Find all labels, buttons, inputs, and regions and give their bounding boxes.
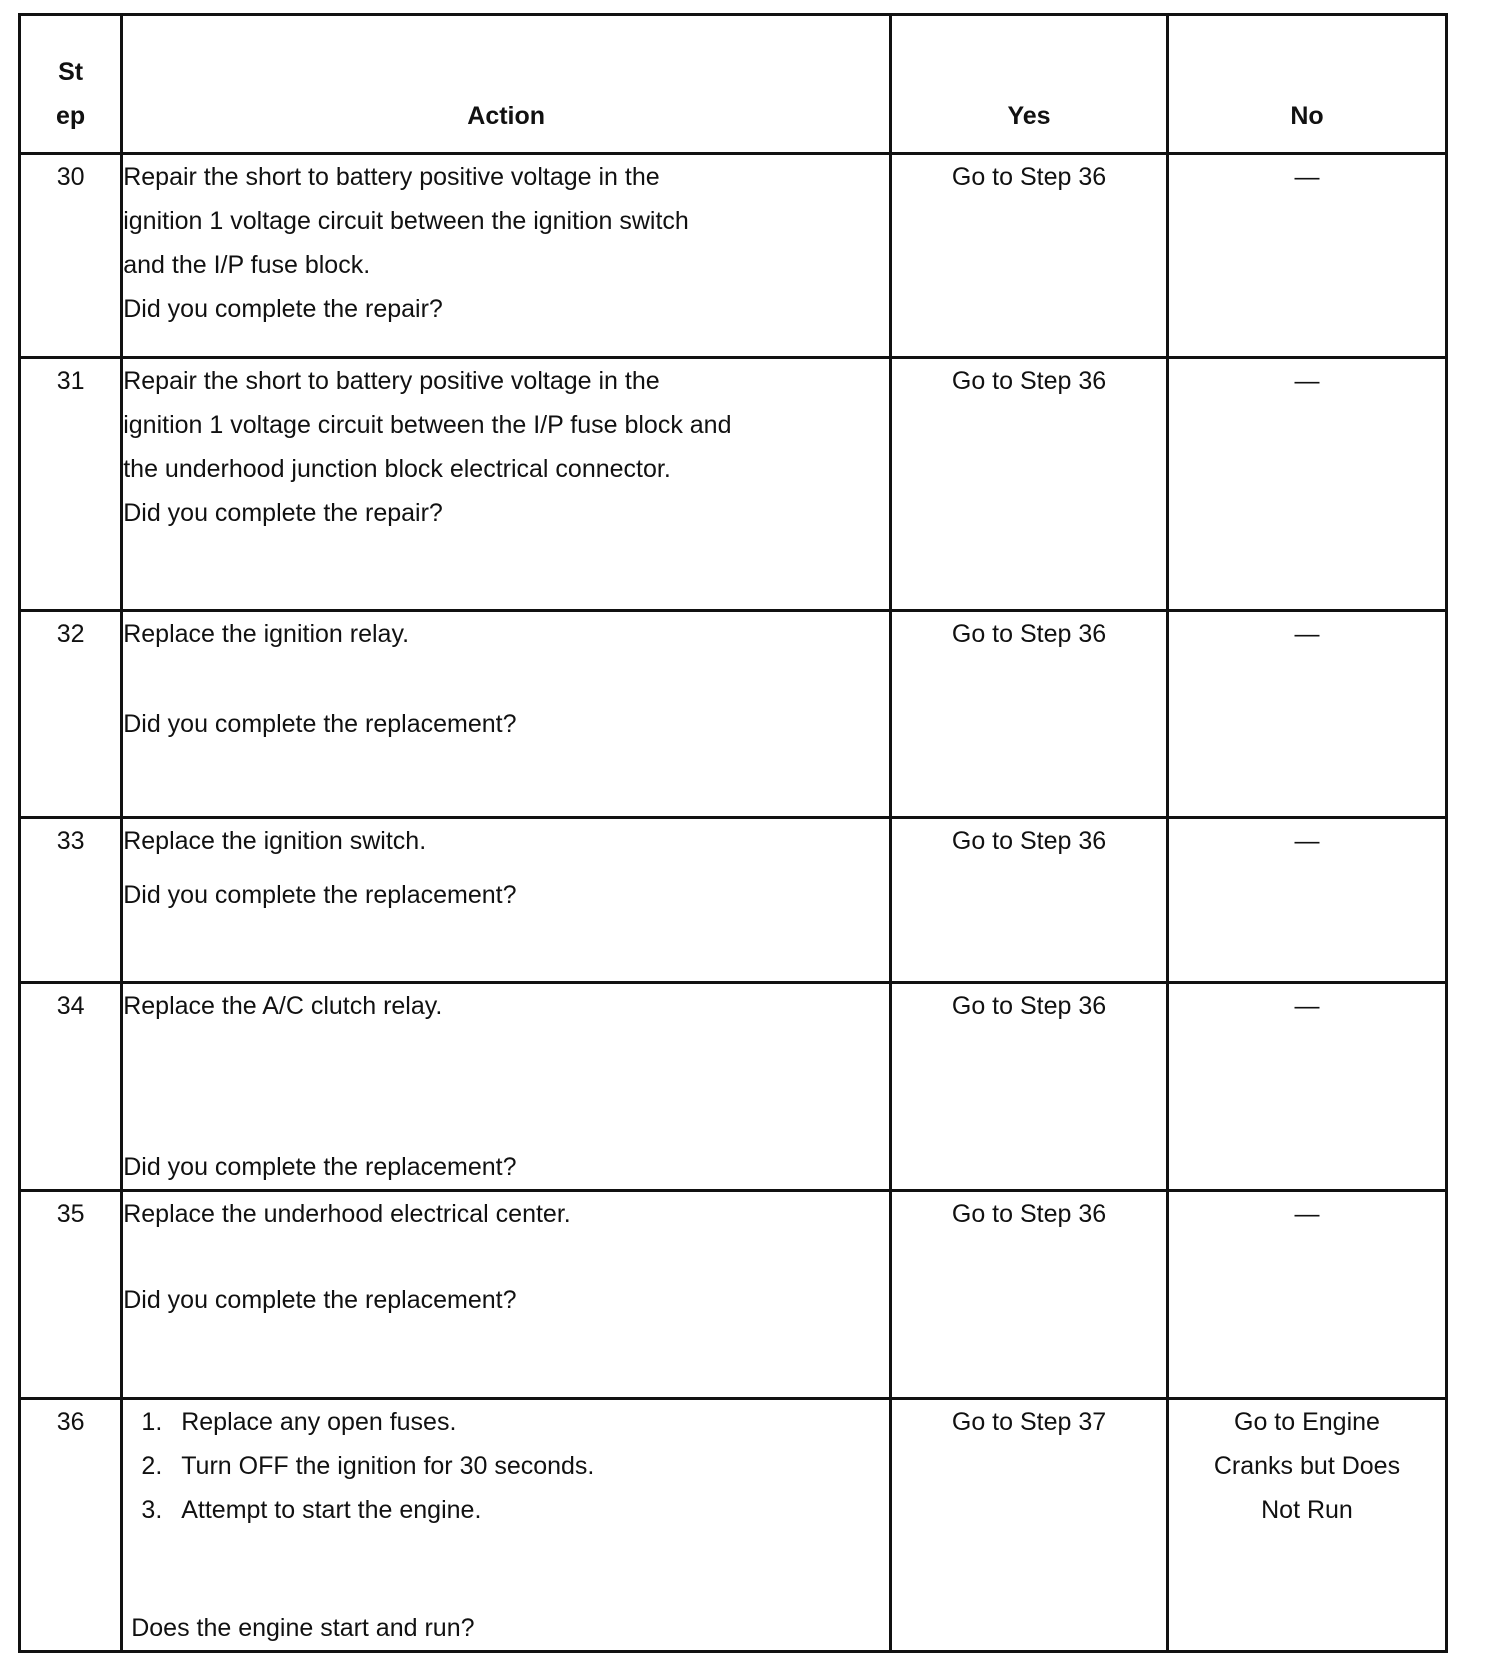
no-result: — — [1167, 1190, 1446, 1399]
no-result: — — [1167, 983, 1446, 1191]
step-number: 34 — [20, 983, 122, 1191]
step-number: 32 — [20, 610, 122, 818]
action-line: and the I/P fuse block. — [123, 251, 371, 279]
action-cell — [122, 358, 891, 611]
no-result-line: Go to Engine — [1234, 1408, 1380, 1437]
no-result: — — [1167, 358, 1446, 611]
action-line: Replace the ignition relay. — [123, 619, 410, 648]
yes-result: Go to Step 37 — [891, 1399, 1168, 1652]
header-action: Action — [122, 15, 891, 154]
action-line: the underhood junction block electrical connector. — [123, 455, 671, 484]
yes-result: Go to Step 36 — [891, 818, 1168, 983]
list-item: 1. Replace any open fuses. — [169, 1400, 889, 1444]
action-cell — [122, 610, 891, 818]
action-question: Did you complete the repair? — [123, 499, 443, 528]
action-line: Repair the short to battery positive voltage in the — [123, 367, 660, 396]
no-result: — — [1167, 154, 1446, 358]
table-row — [20, 983, 1447, 1191]
action-question: Did you complete the replacement? — [123, 709, 517, 738]
action-question: Does the engine start and run? — [131, 1614, 475, 1642]
action-line: Replace the underhood electrical center. — [123, 1199, 571, 1228]
no-result-line: Not Run — [1261, 1496, 1353, 1525]
action-cell — [122, 818, 891, 983]
header-step-line2: ep — [56, 102, 86, 130]
table-row — [20, 358, 1447, 611]
header-yes: Yes — [891, 15, 1168, 154]
yes-result: Go to Step 36 — [891, 983, 1168, 1191]
action-question: Did you complete the repair? — [123, 295, 443, 323]
action-line: ignition 1 voltage circuit between the ignition switch — [123, 207, 689, 235]
table-row — [20, 1399, 1447, 1652]
action-question: Did you complete the replacement? — [123, 881, 517, 910]
table-row — [20, 610, 1447, 818]
table-row — [20, 1190, 1447, 1399]
table-row — [20, 818, 1447, 983]
table-header-row — [20, 15, 1447, 154]
action-question: Did you complete the replacement? — [123, 1285, 517, 1314]
yes-result: Go to Step 36 — [891, 1190, 1168, 1399]
no-result: — — [1167, 818, 1446, 983]
action-cell — [122, 983, 891, 1191]
no-result-line: Cranks but Does — [1213, 1452, 1401, 1481]
action-question: Did you complete the replacement? — [123, 1152, 517, 1181]
action-line: ignition 1 voltage circuit between the I/P fuse block and — [123, 411, 732, 440]
action-steps-list — [123, 1400, 889, 1532]
action-cell — [122, 154, 891, 358]
step-number: 31 — [20, 358, 122, 611]
action-line: Replace the ignition switch. — [123, 827, 427, 856]
step-number: 30 — [20, 154, 122, 358]
list-item: 2. Turn OFF the ignition for 30 seconds. — [169, 1444, 889, 1488]
yes-result: Go to Step 36 — [891, 358, 1168, 611]
header-step-line1: St — [58, 58, 84, 86]
header-step — [20, 15, 122, 154]
list-item: 3. Attempt to start the engine. — [169, 1488, 889, 1532]
no-result: — — [1167, 610, 1446, 818]
step-number: 35 — [20, 1190, 122, 1399]
header-no: No — [1167, 15, 1446, 154]
action-line: Repair the short to battery positive voltage in the — [123, 163, 660, 191]
table-row — [20, 154, 1447, 358]
yes-result: Go to Step 36 — [891, 154, 1168, 358]
step-number: 36 — [20, 1399, 122, 1652]
diagnostic-table — [18, 13, 1448, 1653]
step-number: 33 — [20, 818, 122, 983]
yes-result: Go to Step 36 — [891, 610, 1168, 818]
no-result — [1167, 1399, 1446, 1652]
action-line: Replace the A/C clutch relay. — [123, 992, 443, 1021]
action-cell — [122, 1399, 891, 1652]
action-cell — [122, 1190, 891, 1399]
